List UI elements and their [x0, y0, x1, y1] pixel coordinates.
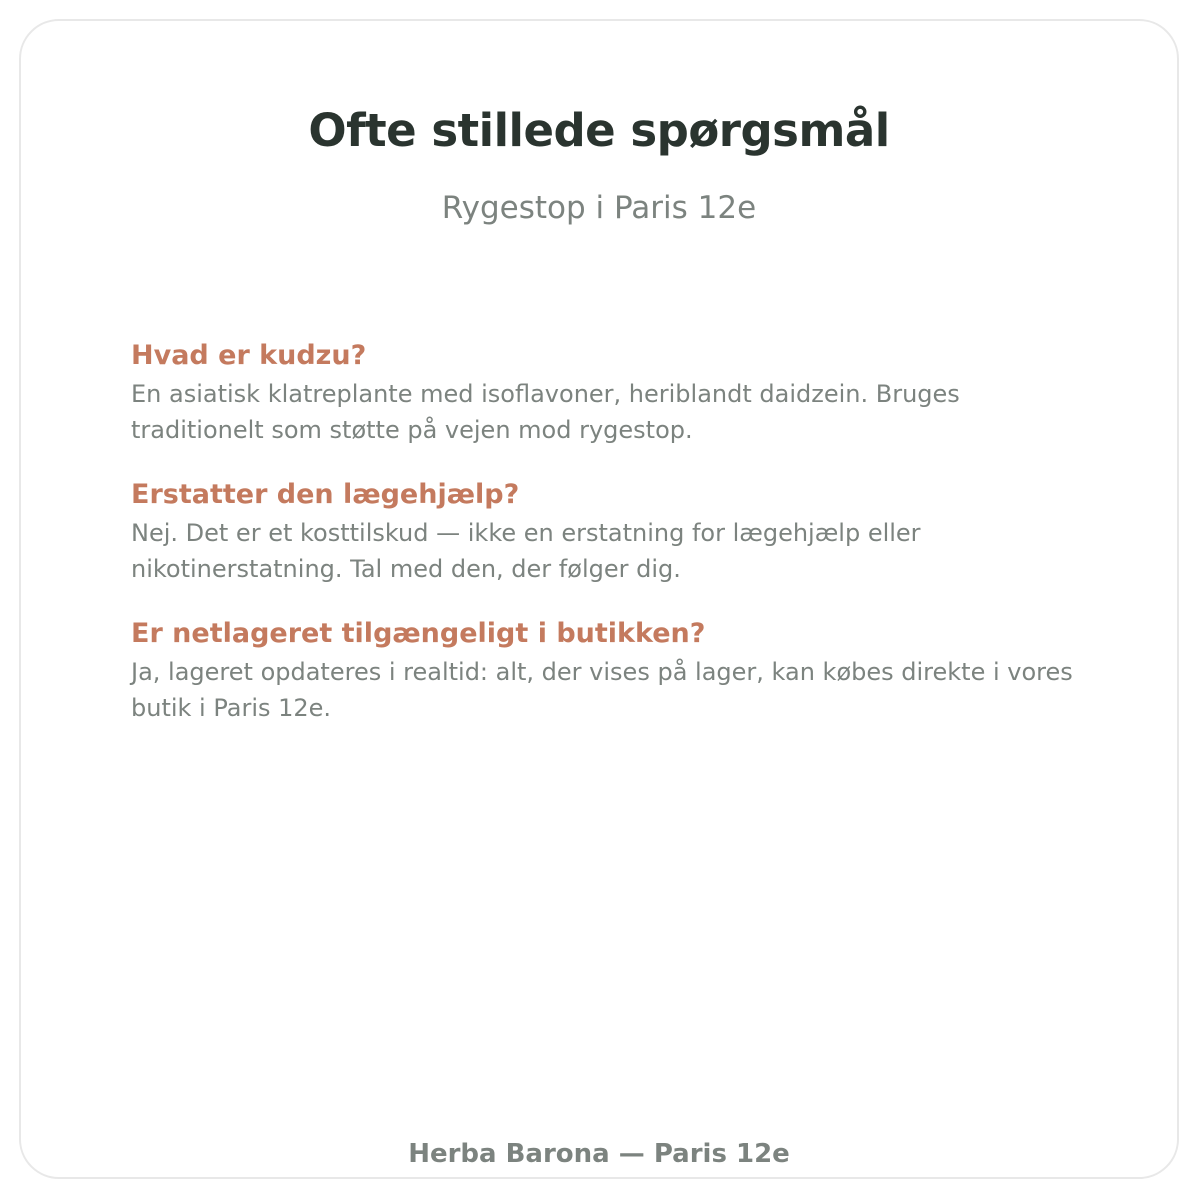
faq-question: Erstatter den lægehjælp? [131, 479, 520, 510]
faq-answer: En asiatisk klatreplante med isoflavoner, heriblandt daidzein. Bruges traditionelt som støtte på vejen mod rygestop. [131, 380, 960, 444]
footer-brand: Herba Barona — Paris 12e [408, 1139, 790, 1169]
faq-item [131, 614, 1091, 726]
faq-answer: Nej. Det er et kosttilskud — ikke en erstatning for lægehjælp eller nikotinerstatning. Tal med den, der følger dig. [131, 519, 921, 583]
faq-item [131, 475, 1091, 587]
faq-list [131, 336, 1091, 753]
faq-card [19, 19, 1179, 1179]
faq-item [131, 336, 1091, 448]
faq-question: Er netlageret tilgængeligt i butikken? [131, 618, 706, 649]
page-title: Ofte stillede spørgsmål [308, 104, 890, 157]
faq-answer: Ja, lageret opdateres i realtid: alt, der vises på lager, kan købes direkte i vores butik i Paris 12e. [131, 658, 1073, 722]
page-subtitle: Rygestop i Paris 12e [441, 190, 757, 226]
faq-question: Hvad er kudzu? [131, 340, 367, 371]
